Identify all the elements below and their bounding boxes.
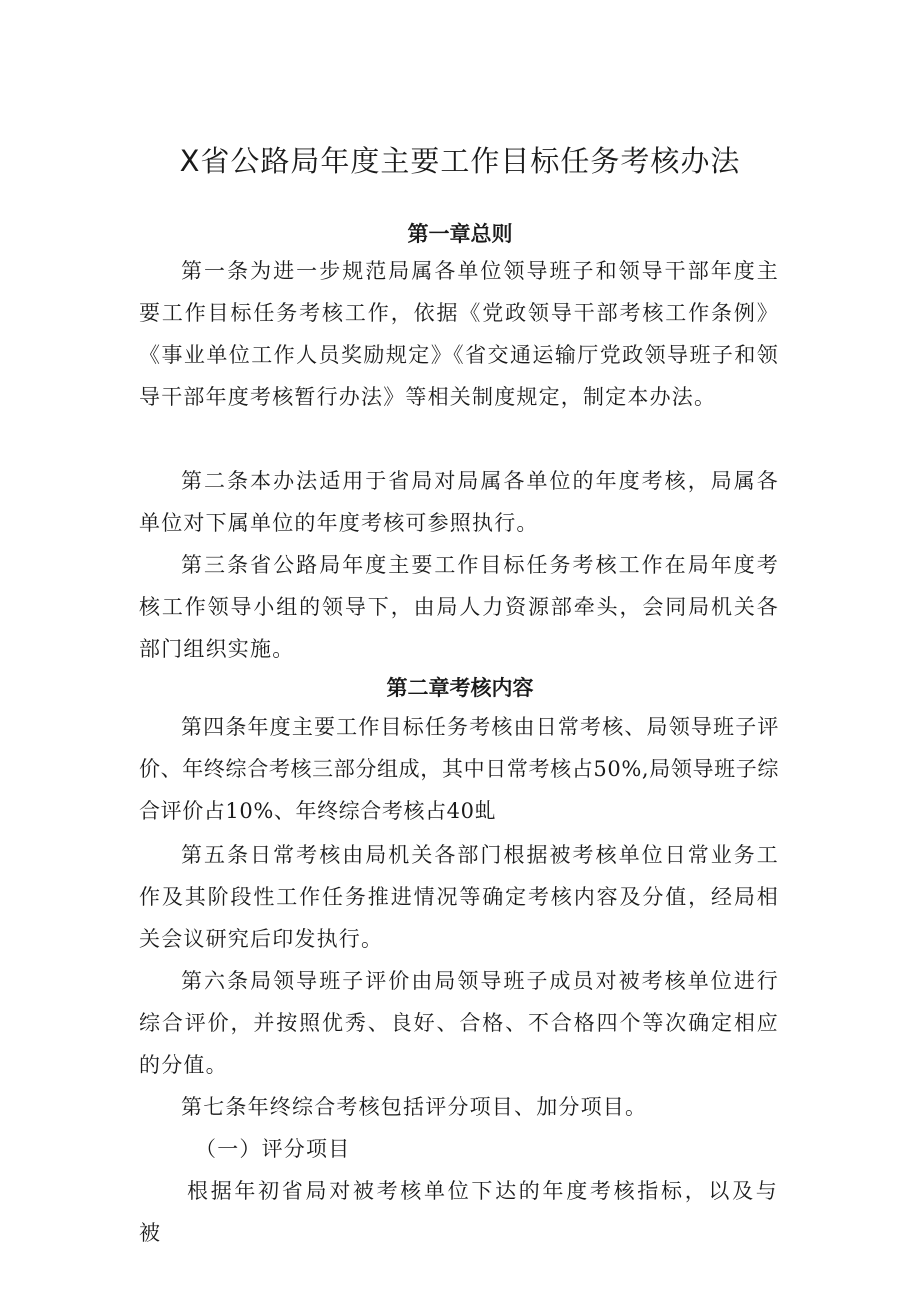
article-4-paragraph: 第四条年度主要工作目标任务考核由日常考核、局领导班子评价、年终综合考核三部分组成，其中日常考核占50%,局领导班子综合评价占10%、年终综合考核占40虬 xyxy=(139,715,779,823)
article-2-paragraph: 第二条本办法适用于省局对局属各单位的年度考核，局属各单位对下属单位的年度考核可参照执行。 xyxy=(139,469,779,535)
article-5-paragraph: 第五条日常考核由局机关各部门根据被考核单位日常业务工作及其阶段性工作任务推进情况等确定考核内容及分值，经局相关会议研究后印发执行。 xyxy=(139,843,779,951)
document-title: X省公路局年度主要工作目标任务考核办法 xyxy=(179,144,741,178)
subsection-heading: （一）评分项目 xyxy=(195,1137,351,1161)
article-7-paragraph: 第七条年终综合考核包括评分项目、加分项目。 xyxy=(181,1095,648,1119)
article-6-paragraph: 第六条局领导班子评价由局领导班子成员对被考核单位进行综合评价，并按照优秀、良好、合格、不合格四个等次确定相应的分值。 xyxy=(139,969,779,1077)
article-3-paragraph: 第三条省公路局年度主要工作目标任务考核工作在局年度考核工作领导小组的领导下，由局人力资源部牵头，会同局机关各部门组织实施。 xyxy=(139,553,779,661)
article-1-paragraph: 第一条为进一步规范局属各单位领导班子和领导干部年度主要工作目标任务考核工作，依据《党政领导干部考核工作条例》《事业单位工作人员奖励规定》《省交通运输厅党政领导班子和领导干部年度考核暂行办法》等相关制度规定，制定本办法。 xyxy=(139,259,779,409)
chapter-heading-2: 第二章考核内容 xyxy=(386,676,534,700)
chapter-heading-1: 第一章总则 xyxy=(407,222,513,246)
subsection-paragraph: 根据年初省局对被考核单位下达的年度考核指标，以及与被 xyxy=(139,1179,779,1245)
